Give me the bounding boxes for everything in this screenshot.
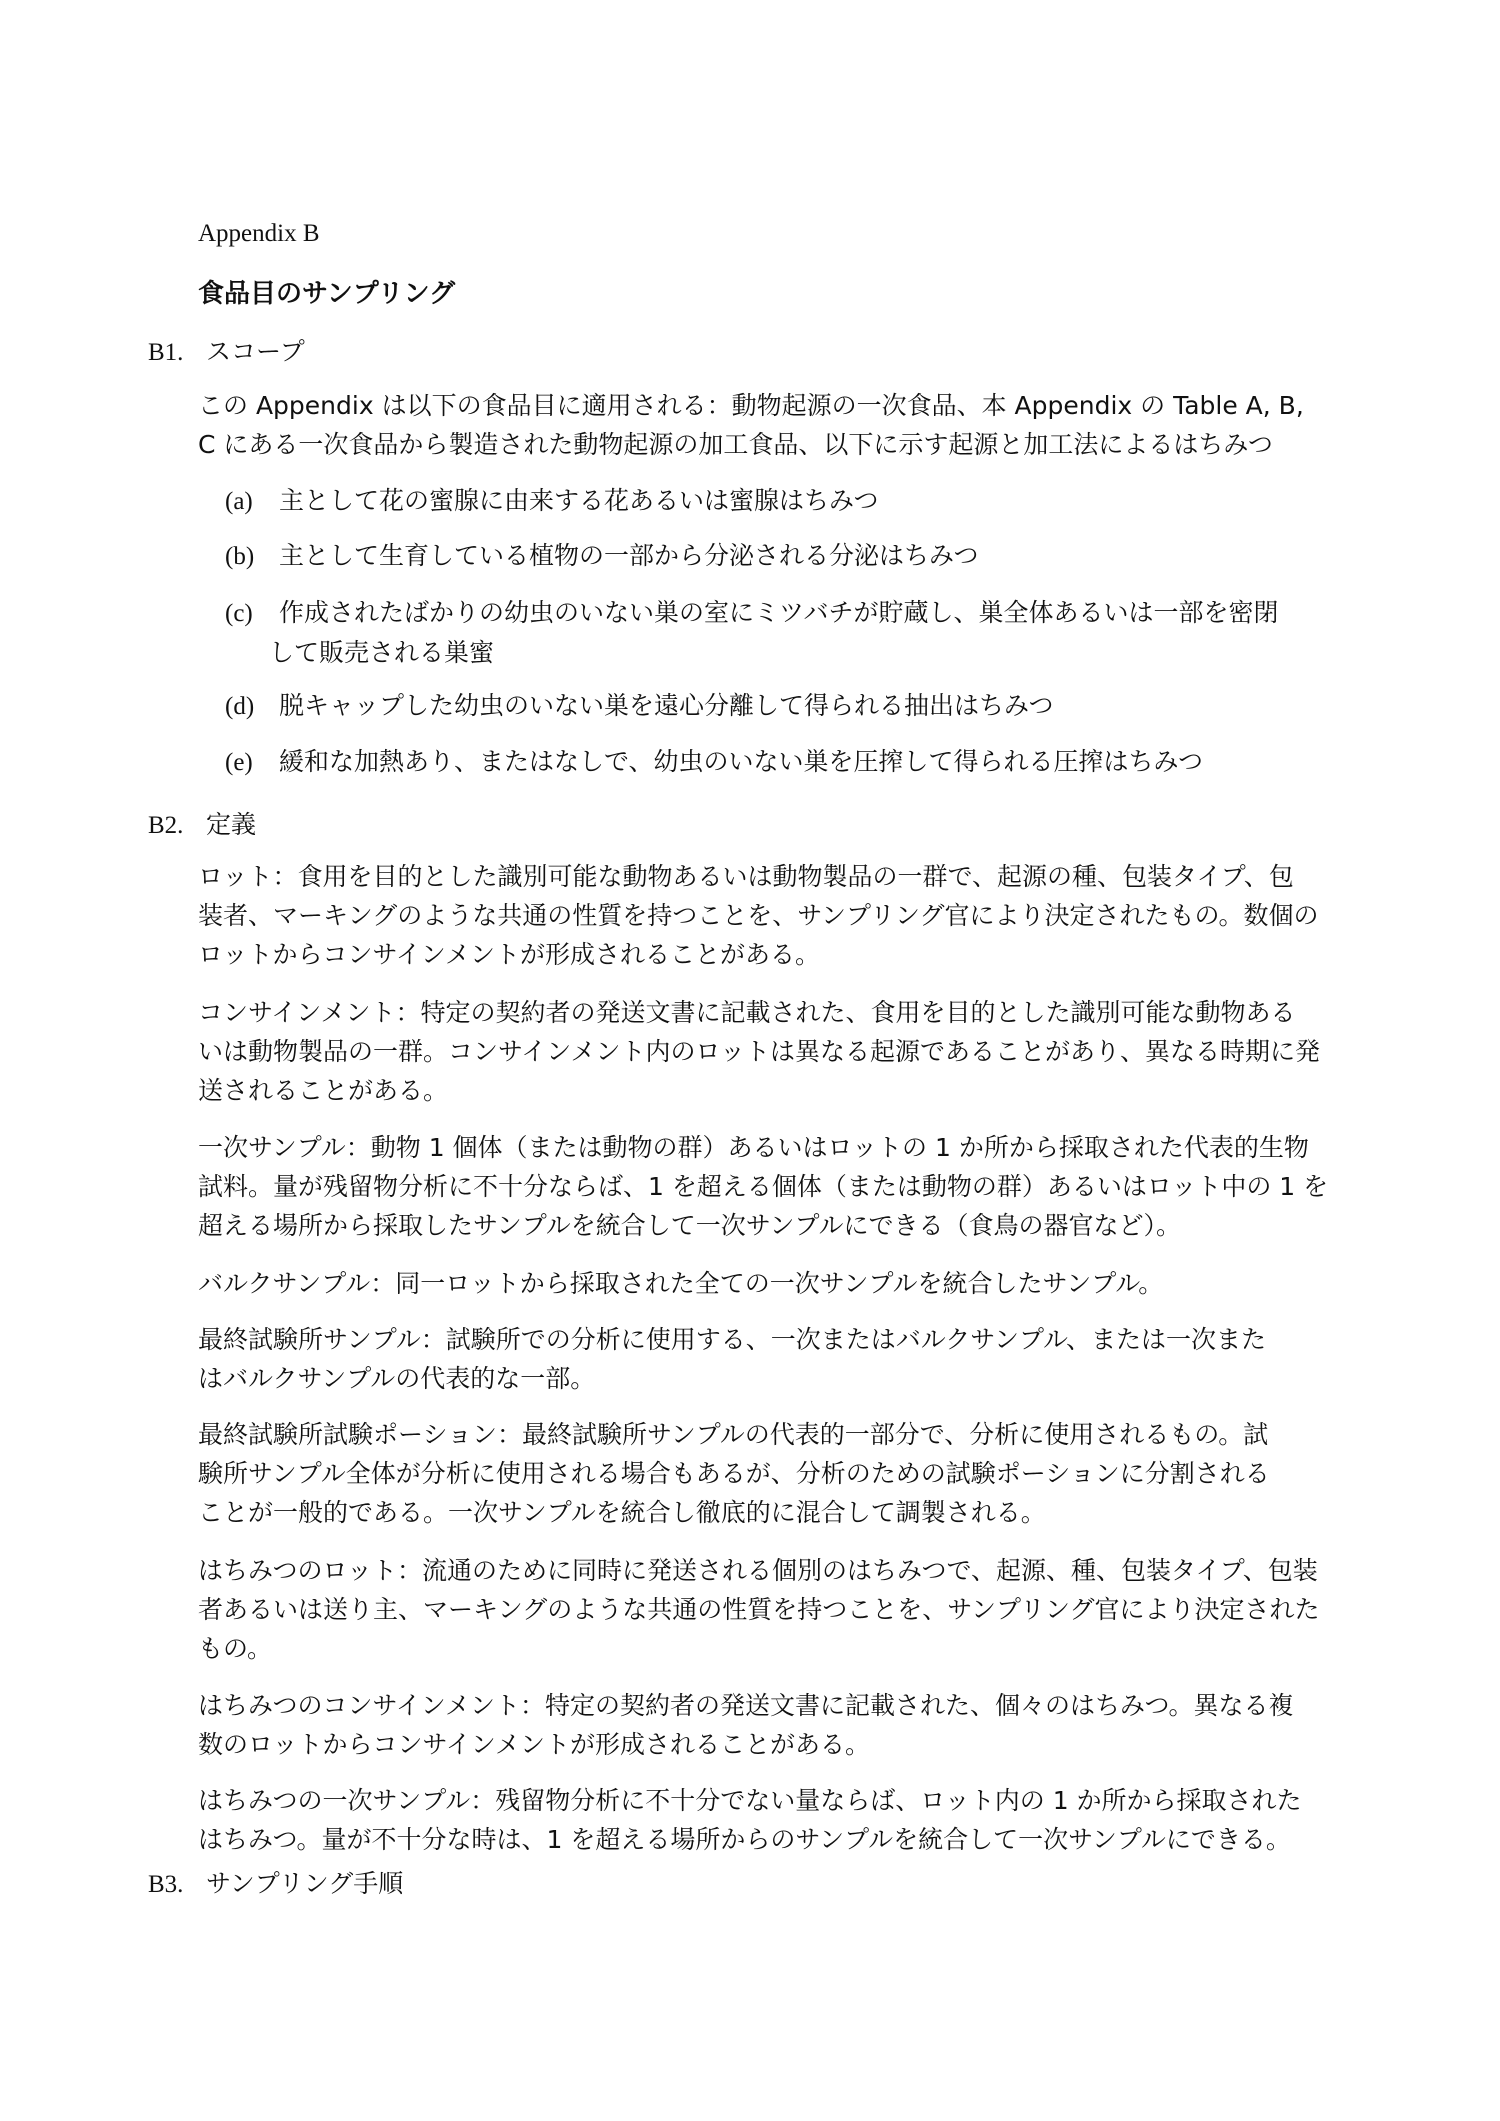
definition-paragraph (198, 1781, 1358, 1859)
definition-paragraph (198, 1415, 1358, 1532)
list-text-continued: して販売される巣蜜 (269, 638, 495, 667)
list-marker: (b) (225, 543, 255, 570)
definition-line: 最終試験所サンプル：試験所での分析に使用する、一次またはバルクサンプル、または一次また (198, 1325, 1267, 1354)
list-marker: (c) (225, 600, 253, 627)
definition-paragraph (198, 1128, 1358, 1245)
definition-line: コンサインメント：特定の契約者の発送文書に記載された、食用を目的とした識別可能な動物ある (198, 998, 1296, 1027)
list-item (225, 536, 1355, 576)
definition-line: 者あるいは送り主、マーキングのような共通の性質を持つことを、サンプリング官により決定された (198, 1595, 1320, 1624)
definition-paragraph (198, 1320, 1358, 1398)
list-text: 緩和な加熱あり、またはなしで、幼虫のいない巣を圧搾して得られる圧搾はちみつ (279, 747, 1204, 776)
list-text: 脱キャップした幼虫のいない巣を遠心分離して得られる抽出はちみつ (279, 691, 1054, 720)
section-number: B2. (148, 812, 184, 839)
definition-paragraph (198, 1264, 1358, 1303)
list-text: 主として花の蜜腺に由来する花あるいは蜜腺はちみつ (279, 486, 879, 515)
section-heading-b3 (148, 1864, 403, 1900)
list-marker: (e) (225, 749, 253, 776)
definition-line: 数のロットからコンサインメントが形成されることがある。 (198, 1730, 871, 1759)
definition-line: ロットからコンサインメントが形成されることがある。 (198, 940, 821, 969)
document-title: 食品目のサンプリング (198, 279, 456, 309)
definition-line: 試料。量が残留物分析に不十分ならば、1 を超える個体（または動物の群）あるいはロット中の 1 を (198, 1172, 1329, 1201)
scope-intro-line: C にある一次食品から製造された動物起源の加工食品、以下に示す起源と加工法によるはちみつ (198, 430, 1273, 459)
definition-line: ロット：食用を目的とした識別可能な動物あるいは動物製品の一群で、起源の種、包装タイプ、包 (198, 862, 1294, 891)
list-marker: (a) (225, 488, 253, 515)
definition-line: はちみつの一次サンプル：残留物分析に不十分でない量ならば、ロット内の 1 か所から採取された (198, 1786, 1302, 1815)
scope-intro-line: この Appendix は以下の食品目に適用される：動物起源の一次食品、本 Appendix の Table A, B, (198, 391, 1304, 420)
section-heading-b1 (148, 332, 305, 368)
definition-paragraph (198, 993, 1358, 1110)
section-title: 定義 (206, 810, 257, 839)
definition-line: はちみつ。量が不十分な時は、1 を超える場所からのサンプルを統合して一次サンプルにできる。 (198, 1825, 1291, 1854)
definition-line: 装者、マーキングのような共通の性質を持つことを、サンプリング官により決定されたもの。数個の (198, 901, 1319, 930)
definition-line: 送されることがある。 (198, 1076, 449, 1105)
scope-intro (198, 386, 1358, 464)
definition-paragraph (198, 1551, 1358, 1668)
definition-line: はちみつのロット：流通のために同時に発送される個別のはちみつで、起源、種、包装タイプ、包装 (198, 1556, 1318, 1585)
definition-line: 超える場所から採取したサンプルを統合して一次サンプルにできる（食鳥の器官など）。 (198, 1211, 1182, 1240)
definition-line: はちみつのコンサインメント：特定の契約者の発送文書に記載された、個々のはちみつ。異なる複 (198, 1691, 1294, 1720)
list-item (225, 686, 1355, 726)
section-title: サンプリング手順 (206, 1869, 404, 1898)
definition-line: バルクサンプル：同一ロットから採取された全ての一次サンプルを統合したサンプル。 (198, 1269, 1164, 1298)
definition-line: ことが一般的である。一次サンプルを統合し徹底的に混合して調製される。 (198, 1498, 1046, 1527)
list-text: 作成されたばかりの幼虫のいない巣の室にミツバチが貯蔵し、巣全体あるいは一部を密閉 (279, 598, 1279, 627)
list-text: 主として生育している植物の一部から分泌される分泌はちみつ (279, 541, 979, 570)
definition-line: いは動物製品の一群。コンサインメント内のロットは異なる起源であることがあり、異なる時期に発 (198, 1037, 1321, 1066)
section-heading-b2 (148, 805, 256, 841)
section-number: B3. (148, 1871, 184, 1898)
list-item (225, 593, 1355, 672)
list-item (225, 481, 1355, 521)
definition-paragraph (198, 857, 1358, 974)
definition-paragraph (198, 1686, 1358, 1764)
list-item (225, 742, 1355, 782)
definition-line: もの。 (198, 1634, 273, 1663)
appendix-label: Appendix B (198, 220, 320, 247)
definition-line: 最終試験所試験ポーション：最終試験所サンプルの代表的一部分で、分析に使用されるもの。試 (198, 1420, 1269, 1449)
list-marker: (d) (225, 693, 255, 720)
definition-line: はバルクサンプルの代表的な一部。 (198, 1364, 596, 1393)
section-title: スコープ (206, 337, 305, 366)
section-number: B1. (148, 339, 184, 366)
definition-line: 験所サンプル全体が分析に使用される場合もあるが、分析のための試験ポーションに分割される (198, 1459, 1270, 1488)
definition-line: 一次サンプル：動物 1 個体（または動物の群）あるいはロットの 1 か所から採取された代表的生物 (198, 1133, 1309, 1162)
